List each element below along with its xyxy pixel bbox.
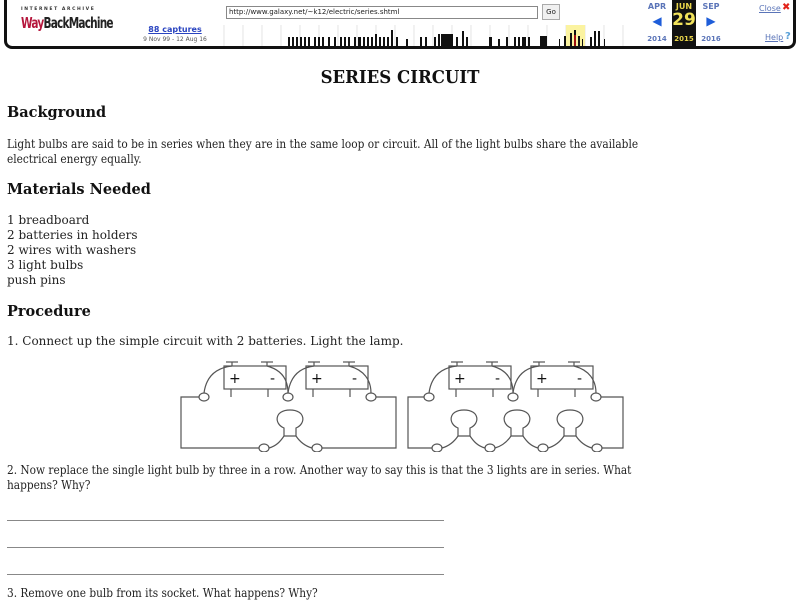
svg-text:+: + <box>536 371 548 387</box>
svg-text:-: - <box>577 371 583 387</box>
page-title: SERIES CIRCUIT <box>320 67 480 88</box>
current-year: 2015 <box>674 35 694 43</box>
answer-line <box>7 520 444 521</box>
svg-text:+: + <box>311 371 323 387</box>
next-capture[interactable] <box>698 0 724 46</box>
material-item: 1 breadboard <box>7 213 90 227</box>
captures-info <box>135 25 215 43</box>
background-text-line2: electrical energy equally. <box>7 152 142 166</box>
background-heading: Background <box>7 104 107 121</box>
answer-line <box>7 547 444 548</box>
materials-list <box>7 213 138 288</box>
material-item: 3 light bulbs <box>7 258 84 272</box>
current-month: JUN <box>675 2 693 11</box>
captures-range: 9 Nov 99 - 12 Aug 16 <box>143 36 207 43</box>
prev-capture[interactable] <box>644 0 670 46</box>
procedure-step2-line1: 2. Now replace the single light bulb by three in a row. Another way to say this is that the 3 lights are in series. What <box>7 463 632 477</box>
close-icon[interactable]: ✖ <box>782 2 791 13</box>
url-input[interactable]: http://www.galaxy.net/~k12/electric/series.shtml <box>226 6 538 19</box>
next-arrow-icon[interactable]: ▶ <box>706 14 716 28</box>
internet-archive-label: INTERNET ARCHIVE <box>21 7 96 12</box>
wayback-toolbar <box>4 0 796 49</box>
next-year[interactable]: 2016 <box>701 35 721 43</box>
procedure-step2-line2: happens? Why? <box>7 478 91 492</box>
material-item: 2 wires with washers <box>7 243 137 257</box>
materials-heading: Materials Needed <box>7 181 151 198</box>
procedure-heading: Procedure <box>7 303 91 320</box>
current-capture <box>672 0 696 46</box>
svg-text:-: - <box>352 371 358 387</box>
captures-link[interactable]: 88 captures <box>148 25 202 34</box>
answer-line <box>7 574 444 575</box>
procedure-step1: 1. Connect up the simple circuit with 2 batteries. Light the lamp. <box>7 334 404 348</box>
circuit-diagram-three-bulbs <box>405 358 627 452</box>
next-month[interactable]: SEP <box>702 2 720 11</box>
go-button[interactable]: Go <box>542 4 560 20</box>
prev-arrow-icon[interactable]: ◀ <box>652 14 662 28</box>
close-link[interactable]: Close <box>759 4 781 13</box>
procedure-step3: 3. Remove one bulb from its socket. What happens? Why? <box>7 586 318 600</box>
svg-text:-: - <box>495 371 501 387</box>
wayback-logo[interactable] <box>21 7 111 39</box>
svg-text:+: + <box>229 371 241 387</box>
wayback-machine-wordmark: WayBackMachine <box>21 14 113 32</box>
material-item: push pins <box>7 273 66 287</box>
help-icon[interactable]: ? <box>785 31 791 42</box>
prev-year[interactable]: 2014 <box>647 35 667 43</box>
svg-text:-: - <box>270 371 276 387</box>
help-link[interactable]: Help <box>765 33 784 42</box>
current-day: 29 <box>672 10 696 30</box>
circuit-diagram-single-bulb <box>178 358 400 452</box>
background-text-line1: Light bulbs are said to be in series when they are in the same loop or circuit. All of the light bulbs share the available <box>7 137 639 151</box>
capture-sparkline[interactable] <box>220 25 635 46</box>
svg-text:+: + <box>454 371 466 387</box>
prev-month[interactable]: APR <box>647 2 667 11</box>
material-item: 2 batteries in holders <box>7 228 138 242</box>
